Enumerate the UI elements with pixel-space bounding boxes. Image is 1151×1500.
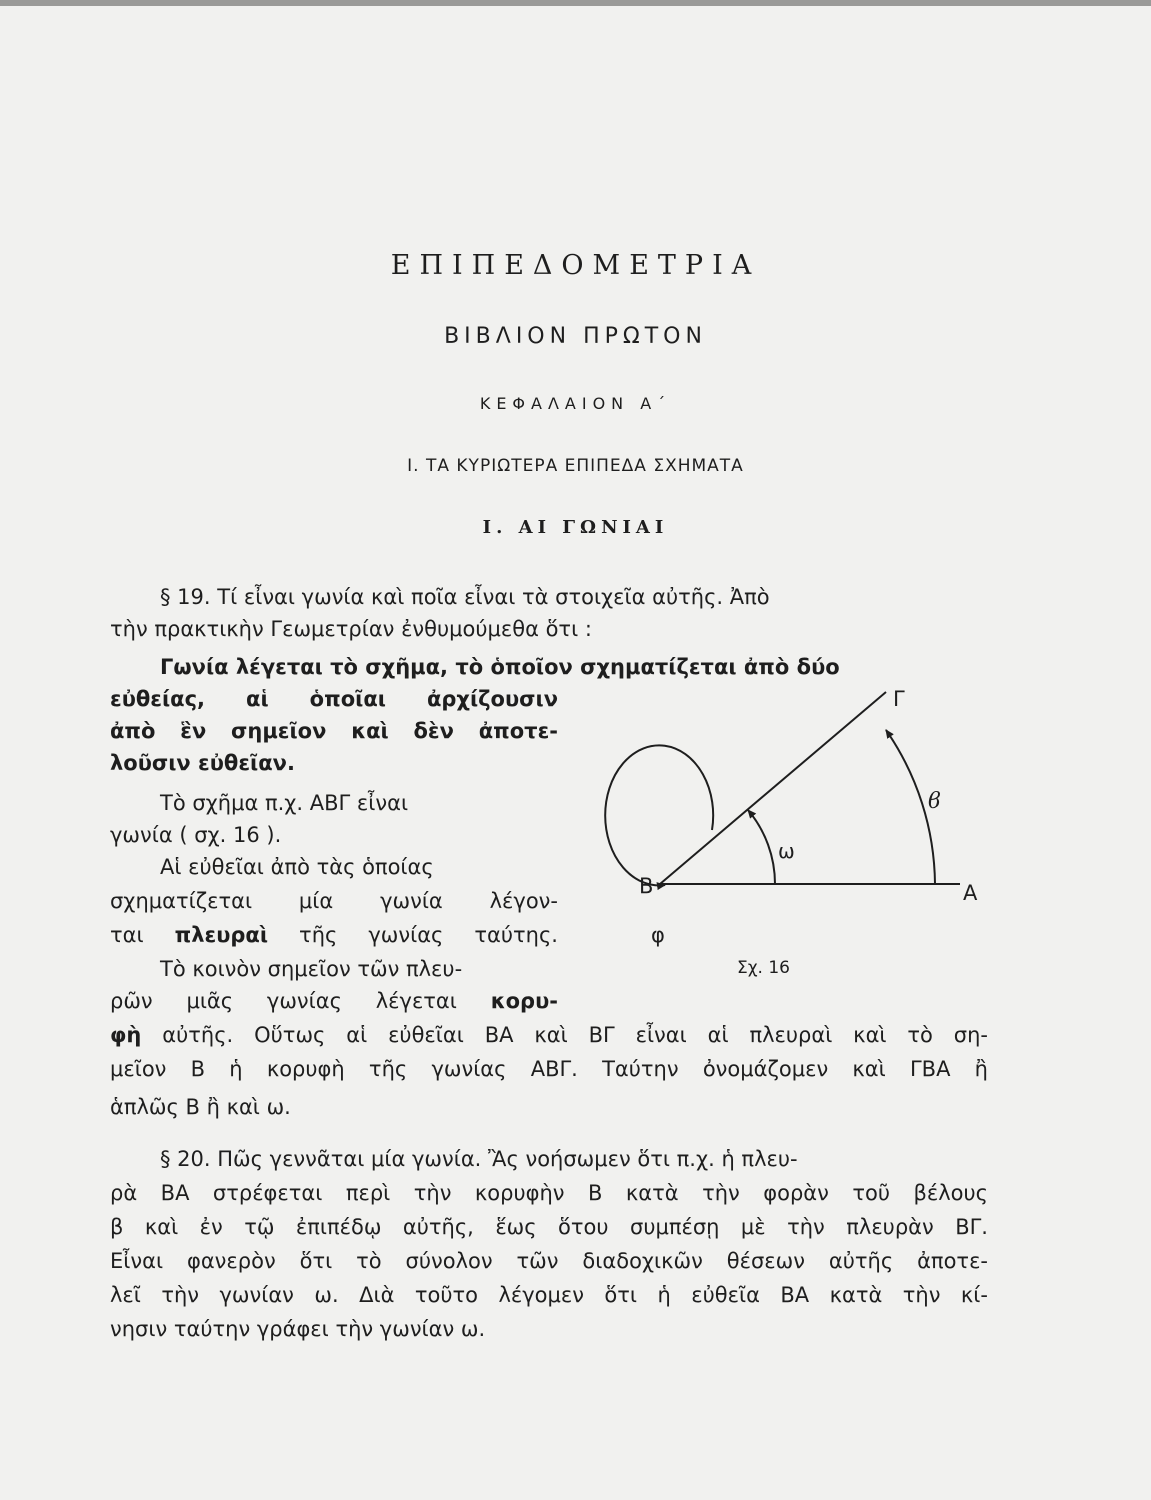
para20-line4: Εἶναι φανερὸν ὅτι τὸ σύνολον τῶν διαδοχικῶν θέσεων αὐτῆς ἀποτε- bbox=[110, 1249, 988, 1273]
main-title: ΕΠΙΠΕΔΟΜΕΤΡΙΑ bbox=[390, 250, 761, 281]
para20-line2: ρὰ ΒΑ στρέφεται περὶ τὴν κορυφὴν Β κατὰ τὴν φορὰν τοῦ βέλους bbox=[110, 1181, 988, 1205]
book-title: ΒΙΒΛΙΟΝ ΠΡΩΤΟΝ bbox=[444, 324, 707, 349]
term-pleurai: πλευραὶ bbox=[174, 923, 269, 947]
angle-figure bbox=[585, 680, 1005, 950]
angle-omega-arc bbox=[748, 810, 775, 884]
reflex-angle-arc bbox=[605, 745, 713, 885]
figure-caption: Σχ. 16 bbox=[737, 958, 791, 978]
para20-line5: λεῖ τὴν γωνίαν ω. Διὰ τοῦτο λέγομεν ὅτι ἡ εὐθεῖα ΒΑ κατὰ τὴν κί- bbox=[110, 1283, 988, 1307]
body-line9: μεῖον Β ἡ κορυφὴ τῆς γωνίας ΑΒΓ. Ταύτην ὀνομάζομεν καὶ ΓΒΑ ἢ bbox=[110, 1057, 988, 1081]
body-line5 bbox=[110, 920, 558, 950]
para19-first-line bbox=[160, 582, 988, 612]
chapter-title: ΚΕΦΑΛΑΙΟΝ Α΄ bbox=[479, 394, 672, 413]
para20-line3: β καὶ ἐν τῷ ἐπιπέδῳ αὐτῆς, ἕως ὅτου συμπέσῃ μὲ τὴν πλευρὰν ΒΓ. bbox=[110, 1215, 988, 1239]
para20-line1-tail: Ἂς νοήσωμεν ὅτι π.χ. ἡ πλευ- bbox=[488, 1147, 798, 1171]
para19-line2: τὴν πρακτικὴν Γεωμετρίαν ἐνθυμούμεθα ὅτι : bbox=[110, 617, 592, 641]
label-gamma: Γ bbox=[893, 687, 905, 711]
ray-BG bbox=[660, 692, 886, 884]
label-beta: ϐ bbox=[928, 789, 941, 814]
body-line5-post: τῆς γωνίας ταύτης. bbox=[299, 923, 558, 947]
para20-line6: νησιν ταύτην γράφει τὴν γωνίαν ω. bbox=[110, 1317, 486, 1341]
para20-title: Πῶς γεννᾶται μία γωνία. bbox=[217, 1147, 482, 1171]
subsection-title: I. ΑΙ ΓΩΝΙΑΙ bbox=[482, 517, 669, 538]
para20-first-line bbox=[160, 1144, 988, 1174]
body-line10: ἁπλῶς Β ἢ καὶ ω. bbox=[110, 1095, 291, 1119]
definition-line2: εὐθείας, αἱ ὁποῖαι ἀρχίζουσιν bbox=[110, 687, 558, 711]
body-line7-pre: ρῶν μιᾶς γωνίας λέγεται bbox=[110, 989, 457, 1013]
section-title: I. ΤΑ ΚΥΡΙΩΤΕΡΑ ΕΠΙΠΕΔΑ ΣΧΗΜΑΤΑ bbox=[407, 456, 744, 476]
body-line3: Αἱ εὐθεῖαι ἀπὸ τὰς ὁποίας bbox=[160, 855, 434, 879]
body-line2: γωνία ( σχ. 16 ). bbox=[110, 823, 282, 847]
label-omega: ω bbox=[778, 839, 795, 863]
body-line8-post: αὐτῆς. Οὕτως αἱ εὐθεῖαι ΒΑ καὶ ΒΓ εἶναι αἱ πλευραὶ καὶ τὸ ση- bbox=[162, 1023, 988, 1047]
body-line4: σχηματίζεται μία γωνία λέγον- bbox=[110, 889, 558, 913]
term-koryfi: κορυ- bbox=[490, 989, 558, 1013]
body-line6: Τὸ κοινὸν σημεῖον τῶν πλευ- bbox=[160, 957, 463, 981]
body-line7 bbox=[110, 986, 558, 1016]
body-line8 bbox=[110, 1020, 988, 1050]
para19-title: Τί εἶναι γωνία καὶ ποῖα εἶναι τὰ στοιχεῖα αὐτῆς. bbox=[217, 585, 724, 609]
label-phi: φ bbox=[651, 923, 665, 947]
definition-line4: λοῦσιν εὐθεῖαν. bbox=[110, 751, 295, 775]
label-A: Α bbox=[963, 881, 978, 905]
definition-line1: Γωνία λέγεται τὸ σχῆμα, τὸ ὁποῖον σχηματίζεται ἀπὸ δύο bbox=[160, 655, 840, 679]
para19-number: § 19. bbox=[160, 585, 211, 609]
term-koryfi-end: φὴ bbox=[110, 1023, 142, 1047]
body-line5-pre: ται bbox=[110, 923, 144, 947]
body-line1: Τὸ σχῆμα π.χ. ΑΒΓ εἶναι bbox=[160, 791, 409, 815]
definition-line3: ἀπὸ ἓν σημεῖον καὶ δὲν ἀποτε- bbox=[110, 719, 558, 743]
page-top-edge bbox=[0, 0, 1151, 6]
para19-line1-tail: Ἀπὸ bbox=[729, 585, 770, 609]
para20-number: § 20. bbox=[160, 1147, 211, 1171]
label-B: Β bbox=[639, 874, 654, 898]
